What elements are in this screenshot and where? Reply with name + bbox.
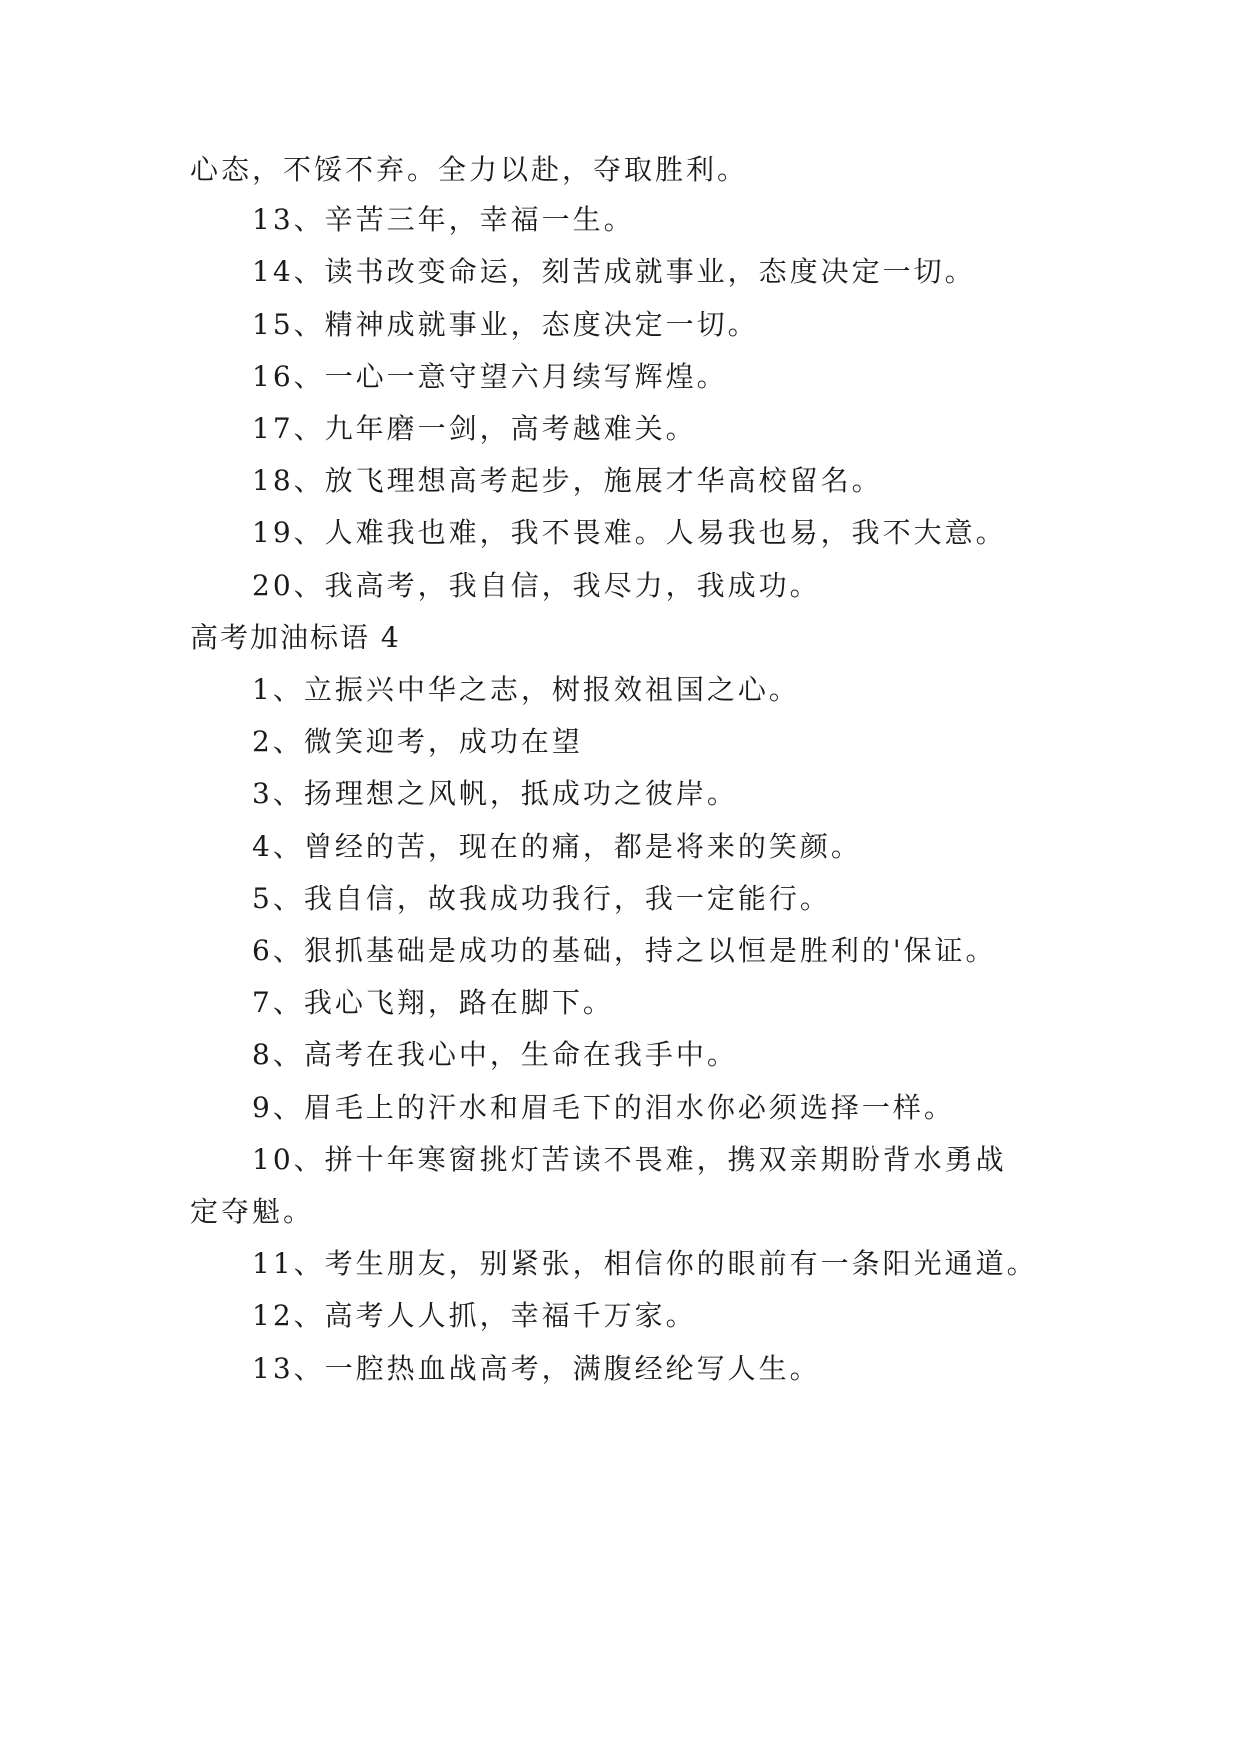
list-item: 5、我自信，故我成功我行，我一定能行。 bbox=[252, 882, 831, 915]
list-item: 17、九年磨一剑，高考越难关。 bbox=[252, 412, 697, 445]
section-heading: 高考加油标语 4 bbox=[190, 621, 401, 654]
list-item: 12、高考人人抓，幸福千万家。 bbox=[252, 1299, 697, 1332]
text-line: 心态，不馁不弃。全力以赴，夺取胜利。 bbox=[190, 153, 749, 186]
list-item: 18、放飞理想高考起步，施展才华高校留名。 bbox=[252, 464, 883, 497]
list-item: 1、立振兴中华之志，树报效祖国之心。 bbox=[252, 673, 800, 706]
list-item: 20、我高考，我自信，我尽力，我成功。 bbox=[252, 569, 821, 602]
list-item: 16、一心一意守望六月续写辉煌。 bbox=[252, 360, 728, 393]
list-item: 13、辛苦三年，幸福一生。 bbox=[252, 203, 635, 236]
list-item: 6、狠抓基础是成功的基础，持之以恒是胜利的'保证。 bbox=[252, 934, 997, 967]
list-item: 7、我心飞翔，路在脚下。 bbox=[252, 986, 614, 1019]
list-item: 11、考生朋友，别紧张，相信你的眼前有一条阳光通道。 bbox=[252, 1247, 1038, 1280]
list-item: 14、读书改变命运，刻苦成就事业，态度决定一切。 bbox=[252, 255, 976, 288]
list-item: 15、精神成就事业，态度决定一切。 bbox=[252, 308, 759, 341]
list-item: 10、拼十年寒窗挑灯苦读不畏难，携双亲期盼背水勇战 bbox=[252, 1143, 1007, 1176]
text-line: 定夺魁。 bbox=[190, 1195, 315, 1228]
list-item: 8、高考在我心中，生命在我手中。 bbox=[252, 1038, 738, 1071]
list-item: 19、人难我也难，我不畏难。人易我也易，我不大意。 bbox=[252, 516, 1007, 549]
list-item: 4、曾经的苦，现在的痛，都是将来的笑颜。 bbox=[252, 830, 862, 863]
list-item: 13、一腔热血战高考，满腹经纶写人生。 bbox=[252, 1352, 821, 1385]
list-item: 3、扬理想之风帆，抵成功之彼岸。 bbox=[252, 777, 738, 810]
list-item: 9、眉毛上的汗水和眉毛下的泪水你必须选择一样。 bbox=[252, 1091, 955, 1124]
list-item: 2、微笑迎考，成功在望 bbox=[252, 725, 583, 758]
